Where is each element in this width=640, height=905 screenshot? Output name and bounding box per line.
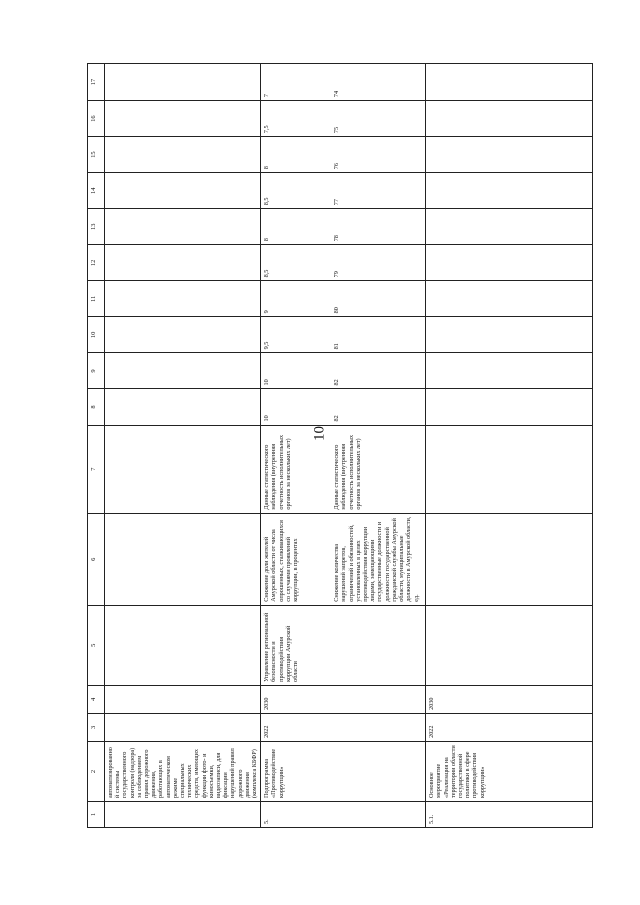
cell-value [426,353,593,389]
value-a: 8,5 [263,269,271,278]
cell-value [105,173,261,209]
cell-start-year: 2022 [261,713,426,741]
col-header: 17 [88,64,105,101]
cell-value [105,209,261,245]
indicator-2-text: Снижение количества нарушений запретов, ограничений и обязанностей, установленных в целях противодействия коррупции лицами, замещающими государственные должности и должности государственной гражданской службы Амурской области, муниципальные должности в Амурской области, ед. [333,516,420,602]
cell-value [261,173,426,209]
indicators-table [87,63,593,828]
value-a: 10 [263,415,271,422]
cell-indicator [426,513,593,605]
col-header: 10 [88,317,105,353]
cell-value [261,281,426,317]
cell-value [261,209,426,245]
value-a: 9 [263,310,271,314]
cell-value [105,389,261,425]
value-b: 74 [333,90,341,98]
cell-indicator [261,513,426,605]
cell-value [105,245,261,281]
header-row [88,64,105,828]
cell-value [261,389,426,425]
rotated-table-container [87,63,565,828]
cell-value [426,245,593,281]
cell-end-year [105,685,261,713]
cell-value [105,64,261,101]
value-b: 80 [333,307,341,314]
value-b: 77 [333,199,341,206]
col-header: 12 [88,245,105,281]
cell-value [261,137,426,173]
value-b: 78 [333,235,341,242]
value-b: 76 [333,163,341,170]
cell-responsible [426,605,593,685]
indicator-1-text: Снижение доли жителей Амурской области от числа опрошенных, сталкивающихся со случаями проявлений коррупции, в процентах [263,520,300,602]
col-header: 2 [88,741,105,801]
cell-value [426,173,593,209]
cell-number [105,801,261,827]
table-row [426,64,593,828]
cell-value [105,101,261,137]
cell-value [426,64,593,101]
cell-end-year: 2030 [261,685,426,713]
cell-value [261,101,426,137]
cell-value [105,353,261,389]
cell-source [261,425,426,513]
value-a: 7 [263,94,271,98]
value-b: 82 [333,415,341,422]
cell-responsible: Управление региональной безопасности и противодействия коррупции Амурской области [261,605,426,685]
cell-source [105,425,261,513]
value-a: 7,5 [263,125,271,134]
cell-value [261,64,426,101]
cell-name: Основное мероприятие «Реализация на территории области государственной политики в сфере противодействия коррупции» [426,741,593,801]
cell-source [426,425,593,513]
col-header: 5 [88,605,105,685]
col-header: 9 [88,353,105,389]
col-header: 6 [88,513,105,605]
value-a: 8 [263,238,271,242]
cell-value [261,245,426,281]
col-header: 13 [88,209,105,245]
cell-name: автоматизированной системы государственного контроля (надзора) за соблюдением правил дорожного движения, работающих в автоматическом режиме специальных технических средств, имеющих функции фото- и киносъемки, видеозаписи, для фиксации нарушений правил дорожного движения (комплекса КБФР) [105,741,261,801]
value-b: 79 [333,271,341,278]
cell-number: 5.1. [426,801,593,827]
value-a: 8,5 [263,197,271,206]
col-header: 14 [88,173,105,209]
col-header: 4 [88,685,105,713]
cell-value [426,209,593,245]
cell-end-year: 2030 [426,685,593,713]
cell-start-year [105,713,261,741]
col-header: 11 [88,281,105,317]
cell-name: Подпрограмма «Противодействие коррупции» [261,741,426,801]
cell-number: 5. [261,801,426,827]
cell-value [426,101,593,137]
cell-value [426,317,593,353]
value-a: 10 [263,379,271,386]
cell-value [426,137,593,173]
value-b: 81 [333,343,341,350]
col-header: 7 [88,425,105,513]
cell-start-year: 2022 [426,713,593,741]
cell-value [426,389,593,425]
source-1-text: Данные статистического наблюдения (внутренняя отчетность исполнительных органов за нескольких лет) [263,434,292,510]
value-b: 82 [333,379,341,386]
cell-value [105,137,261,173]
cell-value [105,281,261,317]
cell-value [426,281,593,317]
col-header: 16 [88,101,105,137]
page-number: 10 [311,426,328,441]
table-row [261,64,426,828]
source-2-text: Данные статистического наблюдения (внутренняя отчетность исполнительных органов за нескольких лет) [333,434,362,510]
value-b: 75 [333,126,341,134]
cell-value [261,317,426,353]
cell-indicator [105,513,261,605]
col-header: 1 [88,801,105,827]
col-header: 3 [88,713,105,741]
value-a: 8 [263,166,271,170]
cell-responsible [105,605,261,685]
cell-value [105,317,261,353]
cell-value [261,353,426,389]
table-row [105,64,261,828]
col-header: 8 [88,389,105,425]
value-a: 9,5 [263,341,271,350]
col-header: 15 [88,137,105,173]
